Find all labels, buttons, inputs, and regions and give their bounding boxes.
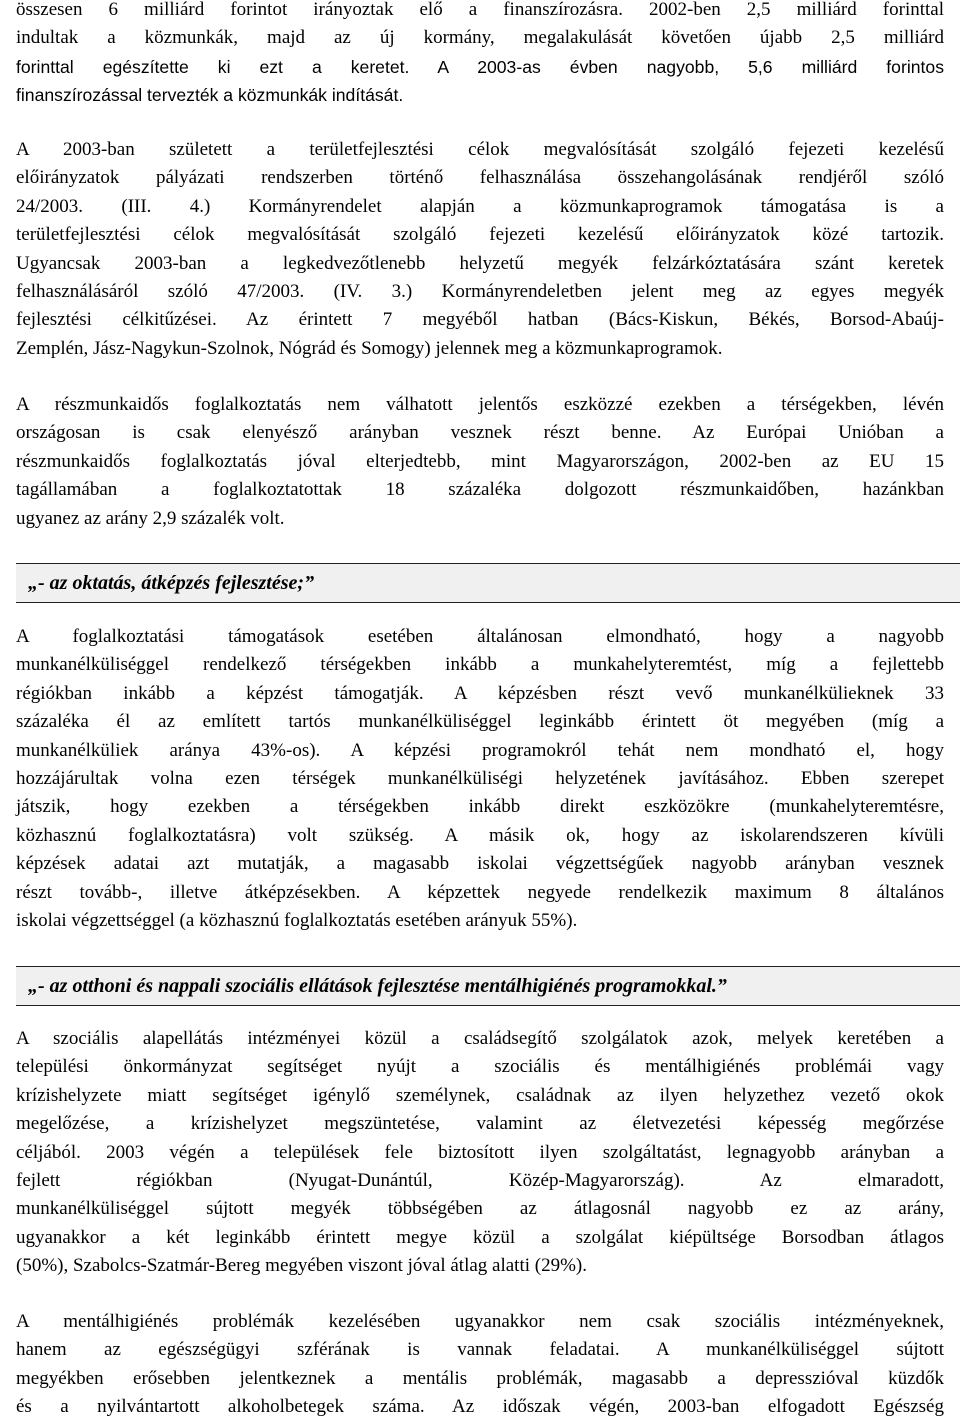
- paragraph-line: régiókban inkább a képzést támogatják. A képzésben részt vevő munkanélkülieknek 33: [16, 682, 944, 704]
- paragraph-line: fejlesztési célkitűzései. Az érintett 7 megyéből hatban (Bács-Kiskun, Békés, Borsod-Abaúj-: [16, 309, 944, 331]
- paragraph-5: [16, 1025, 944, 1281]
- paragraph-line: hanem az egészségügyi szférának is vannak feladatai. A munkanélküliséggel sújtott: [16, 1339, 944, 1361]
- paragraph-line: munkanélküliek aránya 43%-os). A képzési programokról tehát nem mondható el, hogy: [16, 739, 944, 761]
- paragraph-line: előirányzatok pályázati rendszerben történő felhasználása összehangolásának rendjéről szóló: [16, 167, 944, 189]
- paragraph-line: hozzájárultak volna ezen térségek munkanélküliségi helyzetének javításához. Ebben szerepet: [16, 768, 944, 790]
- paragraph-line: megelőzése, a krízishelyzet megszüntetése, valamint az életvezetési képesség megőrzése: [16, 1113, 944, 1135]
- paragraph-line: közhasznú foglalkoztatásra) volt szükség. A másik ok, hogy az iskolarendszeren kívüli: [16, 824, 944, 846]
- paragraph-line: finanszírozással tervezték a közmunkák indítását.: [16, 85, 404, 106]
- section-heading-text: „- az oktatás, átképzés fejlesztése;”: [28, 572, 315, 594]
- paragraph-line: Ugyancsak 2003-ban a legkedvezőtlenebb helyzetű megyék felzárkóztatására szánt keretek: [16, 252, 944, 274]
- paragraph-line: játszik, hogy ezekben a térségekben inkább direkt eszközökre (munkahelyteremtésre,: [16, 796, 944, 818]
- paragraph-line: munkanélküliséggel rendelkező térségekben inkább a munkahelyteremtést, míg a fejlettebb: [16, 654, 944, 676]
- paragraph-line: összesen 6 milliárd forintot irányoztak elő a finanszírozásra. 2002-ben 2,5 milliárd forinttal: [16, 0, 944, 20]
- paragraph-line: A foglalkoztatási támogatások esetében általánosan elmondható, hogy a nagyobb: [16, 626, 944, 647]
- paragraph-line: országosan is csak elenyésző arányban vesznek részt benne. Az Európai Unióban a: [16, 422, 944, 444]
- section-heading-education: [16, 563, 960, 603]
- paragraph-2: [16, 136, 944, 363]
- paragraph-line: indultak a közmunkák, majd az új kormány, megalakulását követően újabb 2,5 milliárd: [16, 27, 944, 49]
- paragraph-line: képzések adatai azt mutatják, a magasabb iskolai végzettségűek nagyobb arányban vesznek: [16, 853, 944, 875]
- paragraph-line: területfejlesztési célok megvalósítását szolgáló fejezeti kezelésű előirányzatok közé tartozik.: [16, 224, 944, 246]
- section-heading-social-care: [16, 966, 960, 1006]
- paragraph-line: települési önkormányzat segítséget nyújt a szociális és mentálhigiénés problémái vagy: [16, 1056, 944, 1078]
- paragraph-line: Zemplén, Jász-Nagykun-Szolnok, Nógrád és Somogy) jelennek meg a közmunkaprogramok.: [16, 337, 723, 359]
- paragraph-line: iskolai végzettséggel (a közhasznú foglalkoztatás esetében arányuk 55%).: [16, 910, 578, 932]
- paragraph-line: ugyanez az arány 2,9 százalék volt.: [16, 507, 285, 529]
- paragraph-6: [16, 1308, 944, 1422]
- paragraph-line: részmunkaidős foglalkoztatás jóval elterjedtebb, mint Magyarországon, 2002-ben az EU 15: [16, 450, 944, 472]
- paragraph-line: (50%), Szabolcs-Szatmár-Bereg megyében viszont jóval átlag alatti (29%).: [16, 1255, 588, 1277]
- paragraph-line: és a nyilvántartott alkoholbetegek száma. Az időszak végén, 2003-ban elfogadott Egészség: [16, 1396, 944, 1418]
- paragraph-line: tagállamában a foglalkoztatottak 18 százaléka dolgozott részmunkaidőben, hazánkban: [16, 479, 944, 501]
- paragraph-line: fejlett régiókban (Nyugat-Dunántúl, Közép-Magyarország). Az elmaradott,: [16, 1170, 944, 1192]
- paragraph-line: A mentálhigiénés problémák kezelésében ugyanakkor nem csak szociális intézményeknek,: [16, 1311, 944, 1332]
- paragraph-3: [16, 391, 944, 533]
- paragraph-line: felhasználásáról szóló 47/2003. (IV. 3.) Kormányrendeletben jelent meg az egyes megyék: [16, 281, 944, 303]
- paragraph-line: krízishelyzete miatt segítséget igénylő személynek, családnak az ilyen helyzethez vezető okok: [16, 1084, 944, 1106]
- paragraph-line: munkanélküliséggel sújtott megyék többségében az átlagosnál nagyobb ez az arány,: [16, 1198, 944, 1220]
- paragraph-line: forinttal egészítette ki ezt a keretet. A 2003-as évben nagyobb, 5,6 milliárd forintos: [16, 56, 944, 77]
- paragraph-line: 24/2003. (III. 4.) Kormányrendelet alapján a közmunkaprogramok támogatása is a: [16, 195, 944, 217]
- paragraph-line: céljából. 2003 végén a települések fele biztosított ilyen szolgáltatást, legnagyobb arányban a: [16, 1141, 944, 1163]
- paragraph-line: A 2003-ban született a területfejlesztési célok megvalósítását szolgáló fejezeti kezelésű: [16, 139, 944, 160]
- paragraph-line: százaléka él az említett tartós munkanélküliséggel leginkább érintett öt megyében (míg a: [16, 711, 944, 733]
- paragraph-line: részt tovább-, illetve átképzésekben. A képzettek negyede rendelkezik maximum 8 általános: [16, 881, 944, 903]
- paragraph-line: ugyanakkor a két leginkább érintett megye közül a szolgálat kiépültsége Borsodban átlagos: [16, 1226, 944, 1248]
- paragraph-line: A szociális alapellátás intézményei közül a családsegítő szolgálatok azok, melyek keretében a: [16, 1028, 944, 1049]
- paragraph-line: A részmunkaidős foglalkoztatás nem válhatott jelentős eszközzé ezekben a térségekben, lévén: [16, 394, 944, 415]
- section-heading-text: „- az otthoni és nappali szociális ellátások fejlesztése mentálhigiénés programokkal.”: [28, 975, 727, 997]
- paragraph-line: megyékben erősebben jelentkeznek a mentális problémák, magasabb a depresszióval küzdők: [16, 1367, 944, 1389]
- paragraph-1: [16, 0, 944, 110]
- paragraph-4: [16, 623, 944, 935]
